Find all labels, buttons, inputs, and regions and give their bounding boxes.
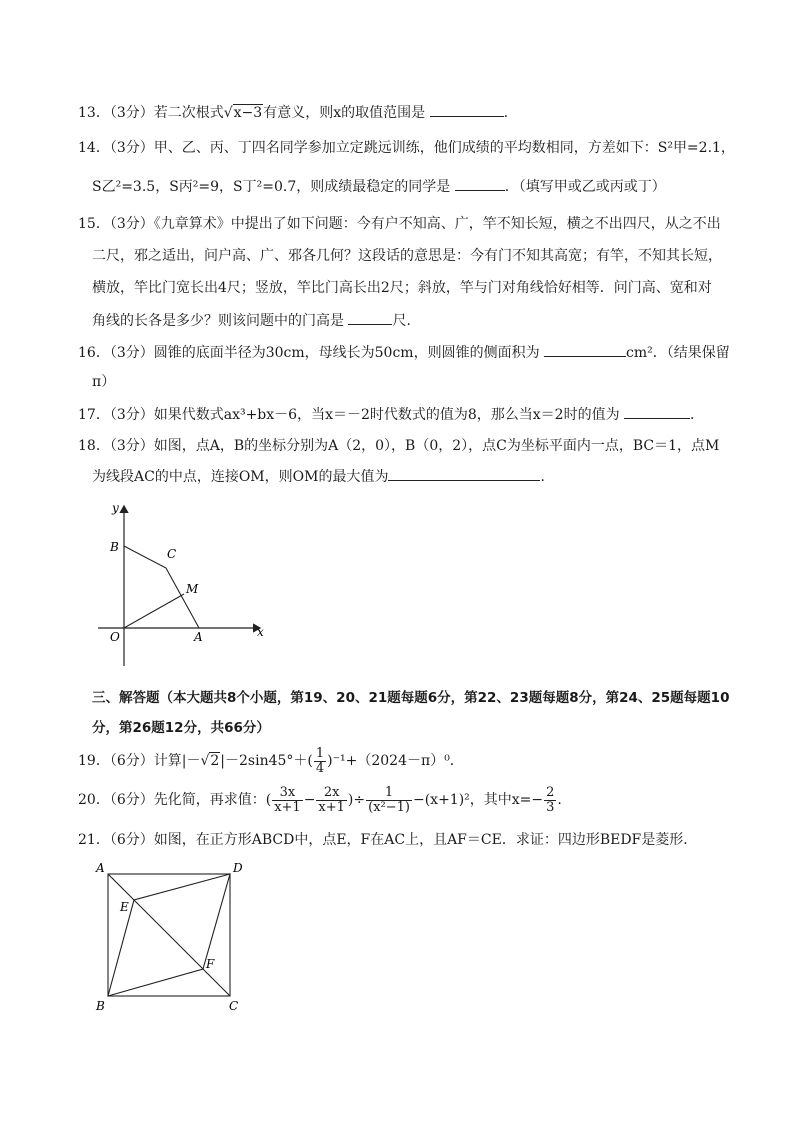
q16-line2: π） xyxy=(92,374,116,390)
label-b: B xyxy=(110,540,119,554)
coordinate-figure xyxy=(90,498,280,670)
question-16 xyxy=(78,342,730,363)
answer-blank[interactable] xyxy=(544,342,626,357)
q20-f3-den: (x²−1) xyxy=(368,799,410,815)
answer-blank[interactable] xyxy=(430,102,504,117)
q20-f2-num: 2x xyxy=(316,786,347,801)
label-c: C xyxy=(229,999,239,1013)
label-f: F xyxy=(206,957,215,971)
q19-den: 4 xyxy=(315,760,325,776)
question-13: 13．（3分）若二次根式√x−3有意义，则x的取值范围是 . xyxy=(78,102,508,123)
q20-prefix: 20．（6分）先化简，再求值：( xyxy=(78,792,272,808)
question-19: 19．（6分）计算|－√2|－2sin45°＋( $\frac{1}{4}$ )⁻¹+（2024－π）⁰． xyxy=(78,745,464,776)
q14-line2: S乙²=3.5，S丙²=9，S丁²=0.7，则成绩最稳定的同学是 xyxy=(92,179,451,195)
q13-sqrt: x−3 xyxy=(233,105,263,121)
question-14-line2 xyxy=(92,176,666,197)
q20-f4-den: 3 xyxy=(546,799,555,815)
q15-line4-end: 尺． xyxy=(392,313,421,329)
segment-om xyxy=(124,594,184,628)
question-20 xyxy=(78,784,562,816)
label-o: O xyxy=(110,630,120,644)
q20-suffix: −(x+1)²，其中x=− xyxy=(412,792,544,808)
question-15-line2 xyxy=(92,246,722,266)
q17-text: 17．（3分）如果代数式ax³+bx－6，当x＝－2时代数式的值为8，那么当x＝2时的值为 xyxy=(78,407,620,423)
answer-blank[interactable] xyxy=(348,310,392,325)
q19-num: 1 xyxy=(315,745,325,761)
q20-fraction-1 xyxy=(272,786,303,815)
diagonal-ac xyxy=(108,874,230,996)
q15-line2: 二尺，邪之适出，问户高、广、邪各几何？这段话的意思是：今有门不知其高宽；有竿，不知其长短， xyxy=(92,248,722,264)
q14-line1: 14．（3分）甲、乙、丙、丁四名同学参加立定跳远训练，他们成绩的平均数相同，方差如下： xyxy=(78,140,658,156)
q21-text: 21．（6分）如图，在正方形ABCD中，点E，F在AC上，且AF＝CE．求证：四边形BEDF是菱形． xyxy=(78,832,698,848)
q20-fraction-4 xyxy=(544,786,556,815)
q19-fraction xyxy=(314,747,326,776)
question-21 xyxy=(78,830,697,850)
q20-fraction-3 xyxy=(366,786,412,815)
q20-f1-num: 3x xyxy=(272,786,303,801)
answer-blank[interactable] xyxy=(455,176,505,191)
question-15 xyxy=(78,214,721,234)
label-b: B xyxy=(96,999,105,1013)
question-17 xyxy=(78,404,704,425)
question-14 xyxy=(78,138,735,158)
label-x: x xyxy=(257,625,264,639)
q13-prefix: 13．（3分）若二次根式 xyxy=(78,105,224,121)
q13-end: . xyxy=(503,105,509,121)
answer-blank[interactable] xyxy=(388,466,540,481)
q16-line1: 16．（3分）圆锥的底面半径为30cm，母线长为50cm，则圆锥的侧面积为 xyxy=(78,345,540,361)
q16-unit: cm²．（结果保留 xyxy=(626,345,730,361)
square-figure xyxy=(90,856,260,1018)
label-m: M xyxy=(186,582,199,596)
q19-mid: |－2sin45°＋( xyxy=(220,753,313,769)
section-header xyxy=(92,686,729,706)
section-header-line2-text: 分，第26题12分，共66分） xyxy=(92,720,270,736)
q20-div: )÷ xyxy=(347,792,366,808)
q20-f1-den: x+1 xyxy=(274,799,301,815)
q14-variance-jia: S²甲=2.1， xyxy=(657,140,735,156)
q17-end: ． xyxy=(690,407,705,423)
question-15-line4 xyxy=(92,310,420,331)
q13-suffix: 有意义，则x的取值范围是 xyxy=(263,105,426,121)
q18-end: ． xyxy=(540,469,555,485)
section-header-line2 xyxy=(92,716,270,736)
q20-f3-num: 1 xyxy=(366,786,412,801)
label-e: E xyxy=(120,900,129,914)
q20-minus: − xyxy=(303,792,316,808)
question-18 xyxy=(78,436,719,456)
q20-f2-den: x+1 xyxy=(318,799,345,815)
label-a: A xyxy=(96,861,105,875)
q20-end: . xyxy=(557,792,562,808)
q15-line1: 15．（3分）《九章算术》中提出了如下问题：今有户不知高、广，竿不知长短，横之不出四尺，从之不出 xyxy=(78,216,721,232)
q19-prefix: 19．（6分）计算|－ xyxy=(78,753,201,769)
question-18-line2 xyxy=(92,466,554,487)
question-16-line2 xyxy=(92,372,115,392)
answer-blank[interactable] xyxy=(624,404,690,419)
label-d: D xyxy=(233,861,243,875)
q19-suffix: )⁻¹+（2024－π）⁰． xyxy=(327,753,464,769)
q15-line4: 角线的长各是多少？则该问题中的门高是 xyxy=(92,313,344,329)
q18-line1: 18．（3分）如图，点A，B的坐标分别为A（2，0），B（0，2），点C为坐标平面内一点，BC＝1，点M xyxy=(78,438,720,454)
label-c: C xyxy=(167,547,177,561)
section-header-line1: 三、解答题（本大题共8个小题，第19、20、21题每题6分，第22、23题每题8分，第24、25题每题10 xyxy=(92,690,730,706)
question-15-line3 xyxy=(92,278,712,298)
label-y: y xyxy=(112,501,119,515)
q20-f4-num: 2 xyxy=(546,784,555,800)
q20-fraction-2 xyxy=(316,786,347,815)
q15-line3: 横放，竿比门宽长出4尺；竖放，竿比门高长出2尺；斜放，竿与门对角线恰好相等．问门高、宽和对 xyxy=(92,280,712,296)
q18-line2: 为线段AC的中点，连接OM，则OM的最大值为 xyxy=(92,469,389,485)
q14-line2-end: ．（填写甲或乙或丙或丁） xyxy=(504,179,666,195)
q19-sqrt: 2 xyxy=(210,753,220,769)
label-a: A xyxy=(194,630,203,644)
